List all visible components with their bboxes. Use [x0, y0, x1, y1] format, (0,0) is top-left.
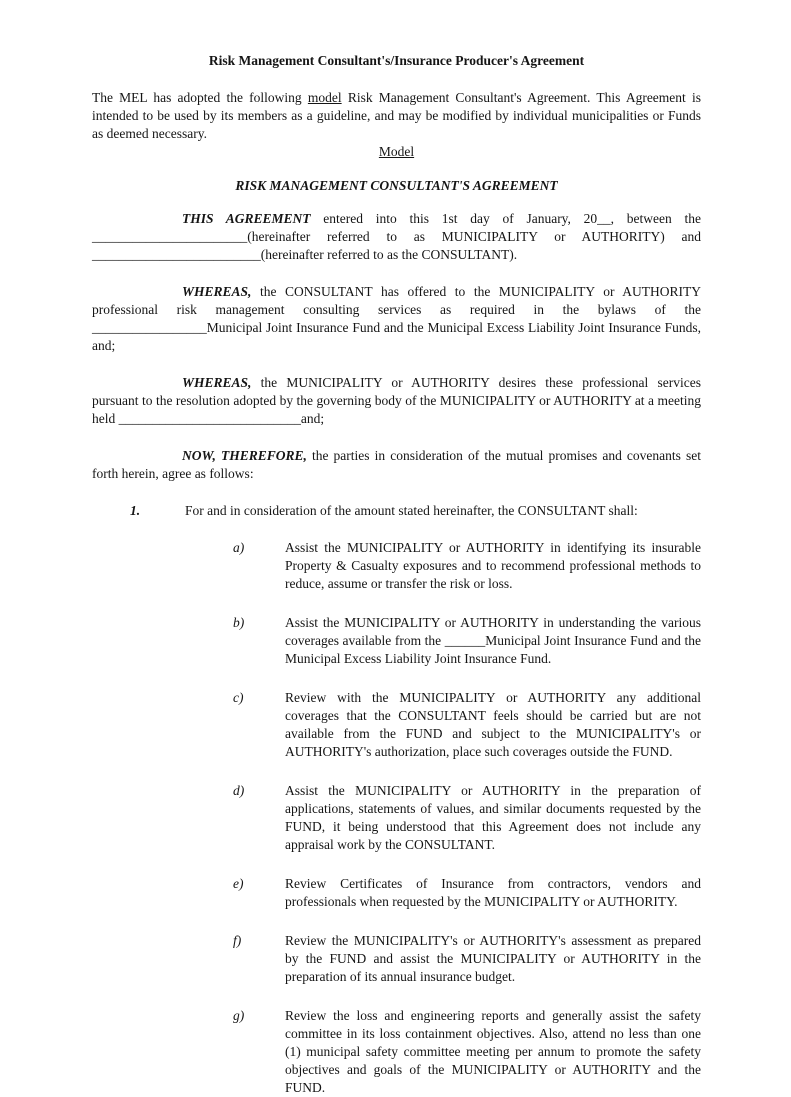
- clause-text: For and in consideration of the amount stated hereinafter, the CONSULTANT shall:: [185, 503, 638, 518]
- paragraph-text: the CONSULTANT has offered to the MUNICIPALITY or AUTHORITY professional risk management consulting services as required in the bylaws of the _________________Municipal Joint Insurance Fund and the Municipal Excess Liability Joint Insurance Funds, and;: [92, 284, 701, 353]
- clause-1-item-a: [92, 539, 701, 593]
- paragraph-whereas-1: [92, 283, 701, 355]
- clause-1-item-g: [92, 1007, 701, 1097]
- paragraph-text: the MUNICIPALITY or AUTHORITY desires these professional services pursuant to the resolution adopted by the governing body of the MUNICIPALITY or AUTHORITY at a meeting held ___________________________and;: [92, 375, 701, 426]
- paragraph-lead: THIS AGREEMENT: [182, 211, 311, 226]
- clause-1-item-c: [92, 689, 701, 761]
- item-text: Review the MUNICIPALITY's or AUTHORITY's assessment as prepared by the FUND and assist the MUNICIPALITY or AUTHORITY in the preparation of its annual insurance budget.: [285, 933, 701, 984]
- clause-1-item-e: [92, 875, 701, 911]
- paragraph-lead: WHEREAS,: [182, 375, 252, 390]
- clause-number: 1.: [130, 503, 141, 518]
- item-label: e): [233, 876, 244, 891]
- item-label: f): [233, 933, 242, 948]
- paragraph-text: entered into this 1st day of January, 20__, between the _______________________(hereinafter referred to as MUNICIPALITY or AUTHORITY) and _________________________(hereinafter referred to as the CONSULTANT).: [92, 211, 702, 262]
- item-text: Assist the MUNICIPALITY or AUTHORITY in the preparation of applications, statements of values, and similar documents requested by the FUND, it being understood that this Agreement does not include any appraisal work by the CONSULTANT.: [285, 783, 701, 852]
- clause-1-item-f: [92, 932, 701, 986]
- page-title: Risk Management Consultant's/Insurance Producer's Agreement: [208, 53, 585, 68]
- item-label: a): [233, 540, 245, 555]
- intro-text-after: Risk Management Consultant's Agreement. This Agreement is intended to be used by its members as a guideline, and may be modified by individual municipalities or Funds as deemed necessary.: [92, 90, 701, 141]
- paragraph-lead: NOW, THEREFORE,: [182, 448, 307, 463]
- item-text: Review with the MUNICIPALITY or AUTHORITY any additional coverages that the CONSULTANT feels should be carried but are not available from the FUND and subject to the MUNICIPALITY's or AUTHORITY's authorization, place such coverages outside the FUND.: [285, 690, 701, 759]
- item-text: Assist the MUNICIPALITY or AUTHORITY in identifying its insurable Property & Casualty exposures and to recommend professional methods to reduce, assume or transfer the risk or loss.: [285, 540, 701, 591]
- paragraph-now-therefore: [92, 447, 701, 483]
- model-heading: Model: [378, 144, 415, 159]
- intro-text-before: The MEL has adopted the following: [92, 90, 308, 105]
- item-text: Review the loss and engineering reports and generally assist the safety committee in its loss containment objectives. Also, attend no less than one (1) municipal safety committee meeting per annum to promote the safety objectives and goals of the MUNICIPALITY or AUTHORITY and the FUND.: [285, 1008, 701, 1095]
- clause-1-item-b: [92, 614, 701, 668]
- intro-model-underlined: model: [307, 90, 342, 105]
- item-label: g): [233, 1008, 245, 1023]
- paragraph-whereas-2: [92, 374, 701, 428]
- item-text: Assist the MUNICIPALITY or AUTHORITY in understanding the various coverages available from the ______Municipal Joint Insurance Fund and the Municipal Excess Liability Joint Insurance Fund.: [285, 615, 701, 666]
- paragraph-lead: WHEREAS,: [182, 284, 252, 299]
- intro-paragraph: [92, 89, 701, 143]
- paragraph-this-agreement: [92, 210, 701, 264]
- item-label: b): [233, 615, 245, 630]
- agreement-heading: RISK MANAGEMENT CONSULTANT'S AGREEMENT: [235, 178, 558, 193]
- clause-1: [92, 502, 701, 520]
- item-label: d): [233, 783, 245, 798]
- clause-1-item-d: [92, 782, 701, 854]
- item-label: c): [233, 690, 244, 705]
- paragraph-text: the parties in consideration of the mutual promises and covenants set forth herein, agree as follows:: [92, 448, 702, 481]
- item-text: Review Certificates of Insurance from contractors, vendors and professionals when requested by the MUNICIPALITY or AUTHORITY.: [285, 876, 701, 909]
